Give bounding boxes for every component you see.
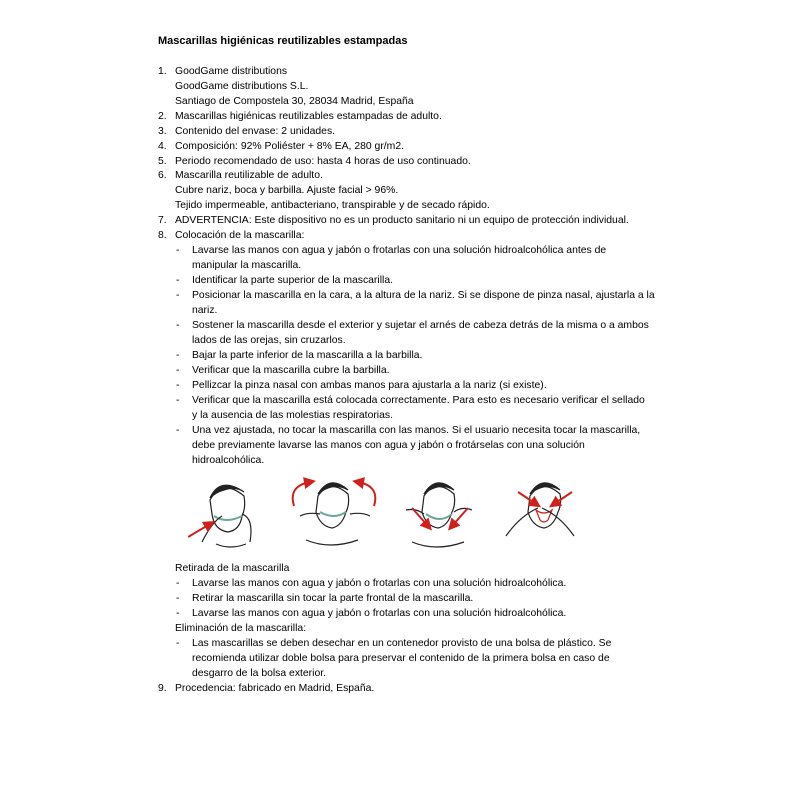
item-number: 8.	[158, 230, 167, 241]
bullet-dash: -	[176, 593, 180, 604]
bullet-text: Lavarse las manos con agua y jabón o frotarlas con una solución hidroalcohólica antes de	[192, 245, 607, 256]
bullet-text: Posicionar la mascarilla en la cara, a la altura de la nariz. Si se dispone de pinza nasal, ajustarla a la	[192, 290, 655, 301]
bullet-text: manipular la mascarilla.	[192, 260, 302, 271]
illustration-step-3	[406, 483, 472, 547]
bullet-dash: -	[176, 290, 180, 301]
bullet-text: lados de las orejas, sin cruzarlos.	[192, 335, 346, 346]
bullet-text: hidroalcohólica.	[192, 455, 265, 466]
bullet-text: Retirar la mascarilla sin tocar la parte frontal de la mascarilla.	[192, 593, 474, 604]
bullet-dash: -	[176, 425, 180, 436]
item-number: 9.	[158, 683, 167, 694]
item-number: 3.	[158, 126, 167, 137]
company-name: GoodGame distributions S.L.	[175, 81, 309, 92]
item-number: 6.	[158, 170, 167, 181]
bullet-dash: -	[176, 608, 180, 619]
item-number: 5.	[158, 156, 167, 167]
bullet-dash: -	[176, 275, 180, 286]
bullet-text: Identificar la parte superior de la mascarilla.	[192, 275, 393, 286]
bullet-dash: -	[176, 380, 180, 391]
item-number: 7.	[158, 215, 167, 226]
bullet-dash: -	[176, 638, 180, 649]
mask-placement-illustrations	[188, 472, 588, 557]
illustration-step-4	[506, 483, 574, 536]
illustration-step-1	[188, 485, 251, 547]
bullet-text: Lavarse las manos con agua y jabón o frotarlas con una solución hidroalcohólica.	[192, 578, 567, 589]
placement-heading: Colocación de la mascarilla:	[175, 230, 305, 241]
bullet-text: desgarro de la bolsa exterior.	[192, 668, 327, 679]
disposal-heading: Eliminación de la mascarilla:	[175, 623, 307, 634]
bullet-text: Bajar la parte inferior de la mascarilla a la barbilla.	[192, 350, 423, 361]
item-number: 4.	[158, 141, 167, 152]
bullet-text: Las mascarillas se deben desechar en un contenedor provisto de una bolsa de plástico. Se	[192, 638, 612, 649]
bullet-text: Sostener la mascarilla desde el exterior y sujetar el arnés de cabeza detrás de la misma o a ambos	[192, 320, 649, 331]
bullet-text: y la ausencia de las molestias respiratorias.	[192, 410, 393, 421]
distributor-name: GoodGame distributions	[175, 66, 288, 77]
illustration-step-2	[293, 482, 376, 545]
item-number: 2.	[158, 111, 167, 122]
item-text: Composición: 92% Poliéster + 8% EA, 280 gr/m2.	[175, 141, 404, 152]
bullet-text: Una vez ajustada, no tocar la mascarilla con las manos. Si el usuario necesita tocar la mascarilla,	[192, 425, 641, 436]
item-text: Periodo recomendado de uso: hasta 4 horas de uso continuado.	[175, 156, 471, 167]
bullet-text: recomienda utilizar doble bolsa para preservar el contenido de la primera bolsa en caso de	[192, 653, 610, 664]
origin-text: Procedencia: fabricado en Madrid, España.	[175, 683, 375, 694]
bullet-text: Lavarse las manos con agua y jabón o frotarlas con una solución hidroalcohólica.	[192, 608, 567, 619]
bullet-text: Pellizcar la pinza nasal con ambas manos para ajustarla a la nariz (si existe).	[192, 380, 547, 391]
bullet-dash: -	[176, 365, 180, 376]
item-text: Contenido del envase: 2 unidades.	[175, 126, 336, 137]
bullet-text: Verificar que la mascarilla cubre la barbilla.	[192, 365, 390, 376]
item-number: 1.	[158, 66, 167, 77]
bullet-dash: -	[176, 578, 180, 589]
item-text: Mascarilla reutilizable de adulto.	[175, 170, 323, 181]
bullet-dash: -	[176, 395, 180, 406]
bullet-dash: -	[176, 350, 180, 361]
document-title: Mascarillas higiénicas reutilizables estampadas	[158, 35, 408, 47]
item-text: Cubre nariz, boca y barbilla. Ajuste facial > 96%.	[175, 185, 399, 196]
bullet-text: debe previamente lavarse las manos con agua y jabón o frotárselas con una solución	[192, 440, 585, 451]
item-text: Tejido impermeable, antibacteriano, transpirable y de secado rápido.	[175, 200, 490, 211]
bullet-dash: -	[176, 245, 180, 256]
removal-heading: Retirada de la mascarilla	[175, 563, 290, 574]
bullet-dash: -	[176, 320, 180, 331]
company-address: Santiago de Compostela 30, 28034 Madrid, España	[175, 96, 414, 107]
item-text: Mascarillas higiénicas reutilizables estampadas de adulto.	[175, 111, 442, 122]
bullet-text: nariz.	[192, 305, 218, 316]
warning-text: ADVERTENCIA: Este dispositivo no es un producto sanitario ni un equipo de protección individual.	[175, 215, 629, 226]
bullet-text: Verificar que la mascarilla está colocada correctamente. Para esto es necesario verificar el sellado	[192, 395, 645, 406]
